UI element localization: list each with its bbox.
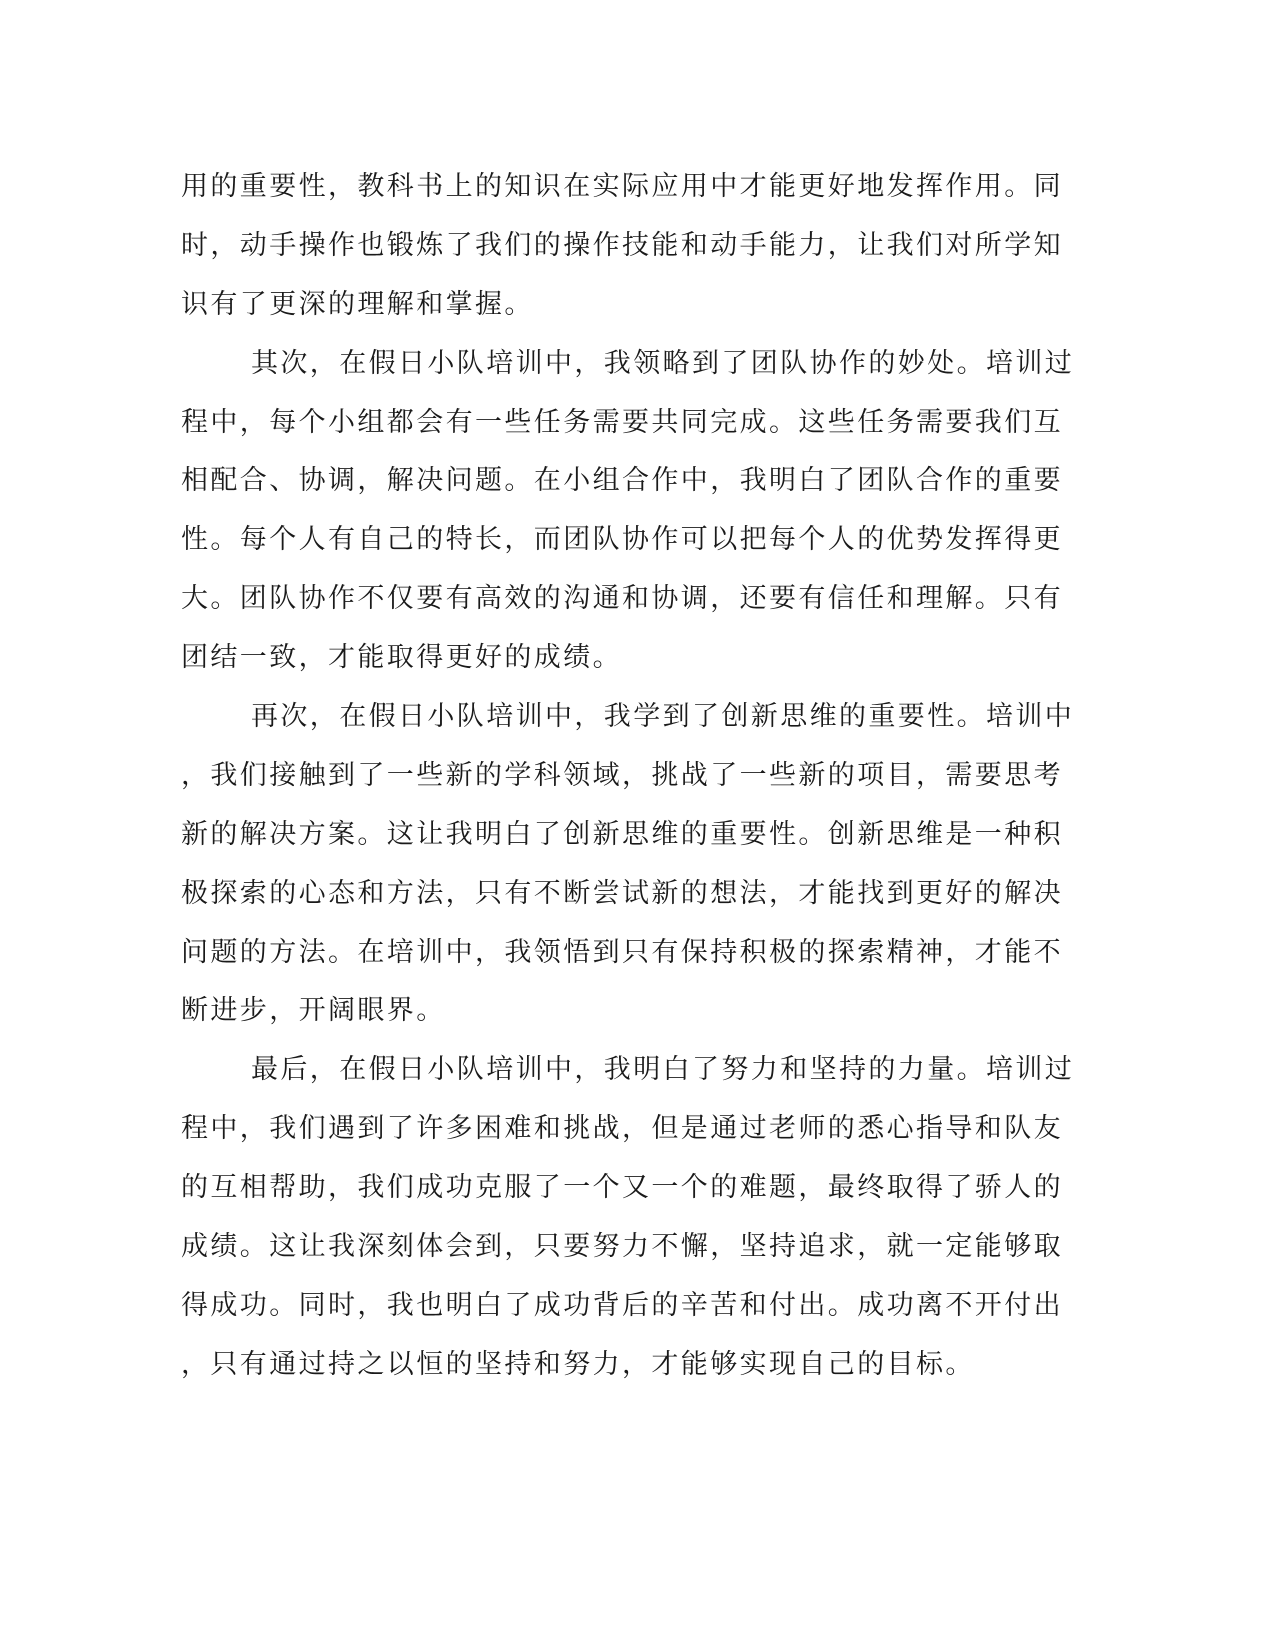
text-line: 断进步，开阔眼界。 [181,995,446,1027]
paragraph-first-line: 再次，在假日小队培训中，我学到了创新思维的重要性。培训中 [251,701,1075,733]
text-line: 成绩。这让我深刻体会到，只要努力不懈，坚持追求，就一定能够取 [181,1231,1063,1263]
text-line: 程中，我们遇到了许多困难和挑战，但是通过老师的悉心指导和队友 [181,1113,1063,1145]
text-line: 极探索的心态和方法，只有不断尝试新的想法，才能找到更好的解决 [181,877,1063,909]
text-line: 新的解决方案。这让我明白了创新思维的重要性。创新思维是一种积 [181,818,1063,850]
document-body [181,158,1075,1395]
text-line: 用的重要性，教科书上的知识在实际应用中才能更好地发挥作用。同 [181,171,1063,202]
text-line: 大。团队协作不仅要有高效的沟通和协调，还要有信任和理解。只有 [181,583,1063,615]
text-line: 团结一致，才能取得更好的成绩。 [181,642,622,674]
text-line: 时，动手操作也锻炼了我们的操作技能和动手能力，让我们对所学知 [181,229,1063,261]
text-line: 的互相帮助，我们成功克服了一个又一个的难题，最终取得了骄人的 [181,1172,1063,1204]
text-line: ，我们接触到了一些新的学科领域，挑战了一些新的项目，需要思考 [181,759,1063,791]
text-line: 相配合、协调，解决问题。在小组合作中，我明白了团队合作的重要 [181,465,1063,497]
text-line: 识有了更深的理解和掌握。 [181,288,534,320]
text-line: 性。每个人有自己的特长，而团队协作可以把每个人的优势发挥得更 [181,524,1063,556]
text-line: 程中，每个小组都会有一些任务需要共同完成。这些任务需要我们互 [181,406,1063,438]
paragraph-first-line: 最后，在假日小队培训中，我明白了努力和坚持的力量。培训过 [251,1054,1075,1086]
text-line: 问题的方法。在培训中，我领悟到只有保持积极的探索精神，才能不 [181,936,1063,968]
text-line: 得成功。同时，我也明白了成功背后的辛苦和付出。成功离不开付出 [181,1289,1063,1321]
paragraph-first-line: 其次，在假日小队培训中，我领略到了团队协作的妙处。培训过 [251,347,1075,379]
text-line: ，只有通过持之以恒的坚持和努力，才能够实现自己的目标。 [181,1348,975,1380]
